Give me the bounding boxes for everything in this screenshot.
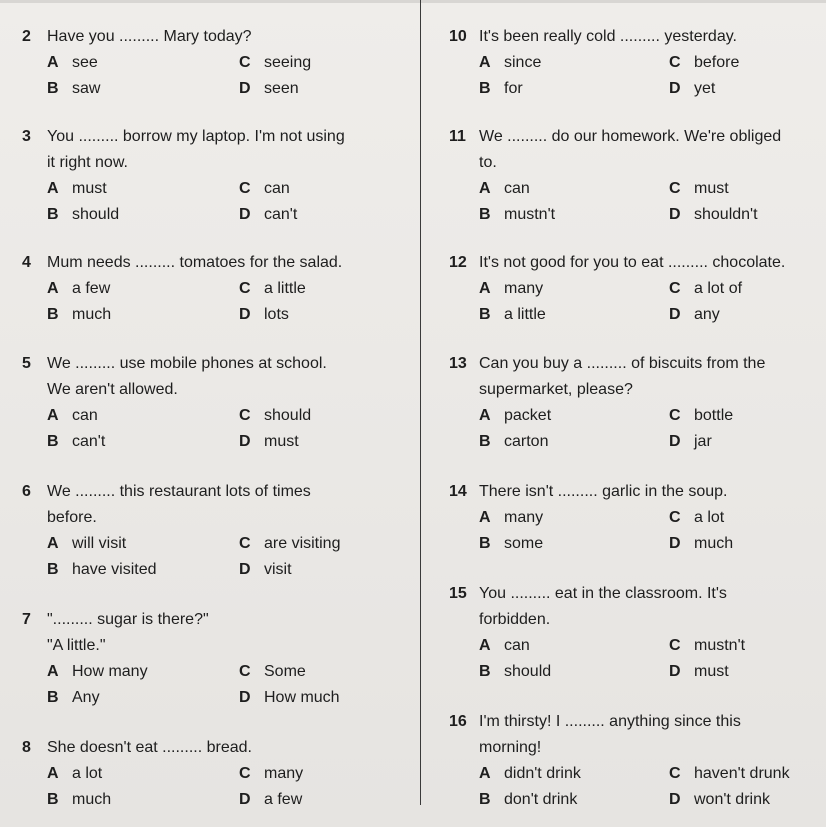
question-stem-cont: to. <box>479 154 497 171</box>
question-stem: Mum needs ......... tomatoes for the salad. <box>47 254 343 271</box>
option-c[interactable]: C bottle <box>669 407 734 424</box>
option-c[interactable]: C a little <box>239 280 306 297</box>
option-b[interactable]: B a little <box>479 306 546 323</box>
question-stem: Have you ......... Mary today? <box>47 28 252 45</box>
question-4 <box>22 250 342 328</box>
question-number: 15 <box>449 585 467 602</box>
question-number: 5 <box>22 355 31 372</box>
option-d[interactable]: D any <box>669 306 720 323</box>
question-stem: We ......... do our homework. We're obliged <box>479 128 782 145</box>
question-7 <box>22 607 340 711</box>
question-number: 7 <box>22 611 31 628</box>
option-c[interactable]: C a lot of <box>669 280 743 297</box>
option-a[interactable]: A packet <box>479 407 552 424</box>
option-b[interactable]: B can't <box>47 433 106 450</box>
question-number: 4 <box>22 254 31 271</box>
option-a[interactable]: A can <box>479 180 530 197</box>
option-a[interactable]: A see <box>47 54 98 71</box>
option-a[interactable]: A How many <box>47 663 148 680</box>
option-b[interactable]: B for <box>479 80 523 97</box>
question-number: 2 <box>22 28 31 45</box>
option-a[interactable]: A didn't drink <box>479 765 581 782</box>
option-a[interactable]: A will visit <box>47 535 127 552</box>
option-b[interactable]: B much <box>47 306 112 323</box>
option-a[interactable]: A many <box>479 280 544 297</box>
question-number: 8 <box>22 739 31 756</box>
question-number: 6 <box>22 483 31 500</box>
option-b[interactable]: B mustn't <box>479 206 556 223</box>
option-b[interactable]: B carton <box>479 433 549 450</box>
question-stem-cont: supermarket, please? <box>479 381 633 398</box>
option-d[interactable]: D must <box>669 663 729 680</box>
option-c[interactable]: C seeing <box>239 54 312 71</box>
question-number: 13 <box>449 355 467 372</box>
question-10 <box>449 24 740 102</box>
question-stem: I'm thirsty! I ......... anything since this <box>479 713 741 730</box>
option-d[interactable]: D much <box>669 535 734 552</box>
question-3 <box>22 124 345 228</box>
option-a[interactable]: A a lot <box>47 765 103 782</box>
option-d[interactable]: D jar <box>669 433 712 450</box>
option-c[interactable]: C should <box>239 407 312 424</box>
option-d[interactable]: D can't <box>239 206 298 223</box>
option-b[interactable]: B much <box>47 791 112 808</box>
question-number: 11 <box>449 128 466 145</box>
option-b[interactable]: B some <box>479 535 544 552</box>
question-number: 16 <box>449 713 467 730</box>
option-c[interactable]: C before <box>669 54 740 71</box>
question-stem-cont: forbidden. <box>479 611 551 628</box>
option-c[interactable]: C a lot <box>669 509 725 526</box>
question-stem: Can you buy a ......... of biscuits from the <box>479 355 766 372</box>
question-16 <box>449 709 790 813</box>
option-d[interactable]: D yet <box>669 80 716 97</box>
question-stem-cont: morning! <box>479 739 542 756</box>
option-d[interactable]: D seen <box>239 80 299 97</box>
question-15 <box>449 581 746 685</box>
option-a[interactable]: A can <box>479 637 530 654</box>
question-14 <box>449 479 734 557</box>
top-edge <box>0 0 826 3</box>
option-d[interactable]: D visit <box>239 561 292 578</box>
question-12 <box>449 250 785 328</box>
option-a[interactable]: A must <box>47 180 107 197</box>
option-d[interactable]: D won't drink <box>669 791 770 808</box>
option-d[interactable]: D How much <box>239 689 340 706</box>
option-c[interactable]: C mustn't <box>669 637 746 654</box>
option-a[interactable]: A a few <box>47 280 111 297</box>
question-number: 14 <box>449 483 467 500</box>
option-c[interactable]: C many <box>239 765 304 782</box>
question-8 <box>22 735 304 813</box>
question-number: 3 <box>22 128 31 145</box>
question-2 <box>22 24 312 102</box>
question-number: 12 <box>449 254 467 271</box>
question-stem-cont: "A little." <box>47 637 106 654</box>
question-stem: It's been really cold ......... yesterday. <box>479 28 737 45</box>
question-stem: She doesn't eat ......... bread. <box>47 739 252 756</box>
option-c[interactable]: C are visiting <box>239 535 341 552</box>
question-number: 10 <box>449 28 467 45</box>
question-stem-cont: it right now. <box>47 154 128 171</box>
question-stem-cont: before. <box>47 509 97 526</box>
option-b[interactable]: B don't drink <box>479 791 578 808</box>
option-a[interactable]: A many <box>479 509 544 526</box>
question-stem-cont: We aren't allowed. <box>47 381 178 398</box>
option-c[interactable]: C Some <box>239 663 306 680</box>
option-b[interactable]: B should <box>47 206 120 223</box>
option-d[interactable]: D must <box>239 433 299 450</box>
option-d[interactable]: D shouldn't <box>669 206 758 223</box>
option-d[interactable]: D a few <box>239 791 303 808</box>
option-c[interactable]: C haven't drunk <box>669 765 790 782</box>
option-c[interactable]: C must <box>669 180 729 197</box>
question-stem: You ......... borrow my laptop. I'm not using <box>47 128 345 145</box>
option-d[interactable]: D lots <box>239 306 289 323</box>
question-13 <box>449 351 765 455</box>
column-divider <box>420 0 421 805</box>
option-a[interactable]: A can <box>47 407 98 424</box>
question-stem: We ......... use mobile phones at school. <box>47 355 327 372</box>
option-b[interactable]: B should <box>479 663 552 680</box>
option-b[interactable]: B Any <box>47 689 100 706</box>
question-5 <box>22 351 327 455</box>
question-stem: "......... sugar is there?" <box>47 611 209 628</box>
option-c[interactable]: C can <box>239 180 290 197</box>
question-stem: It's not good for you to eat ......... chocolate. <box>479 254 786 271</box>
question-stem: We ......... this restaurant lots of times <box>47 483 311 500</box>
option-b[interactable]: B have visited <box>47 561 157 578</box>
question-11 <box>449 124 781 228</box>
option-a[interactable]: A since <box>479 54 542 71</box>
question-stem: There isn't ......... garlic in the soup. <box>479 483 728 500</box>
question-stem: You ......... eat in the classroom. It's <box>479 585 727 602</box>
option-b[interactable]: B saw <box>47 80 101 97</box>
question-6 <box>22 479 341 583</box>
